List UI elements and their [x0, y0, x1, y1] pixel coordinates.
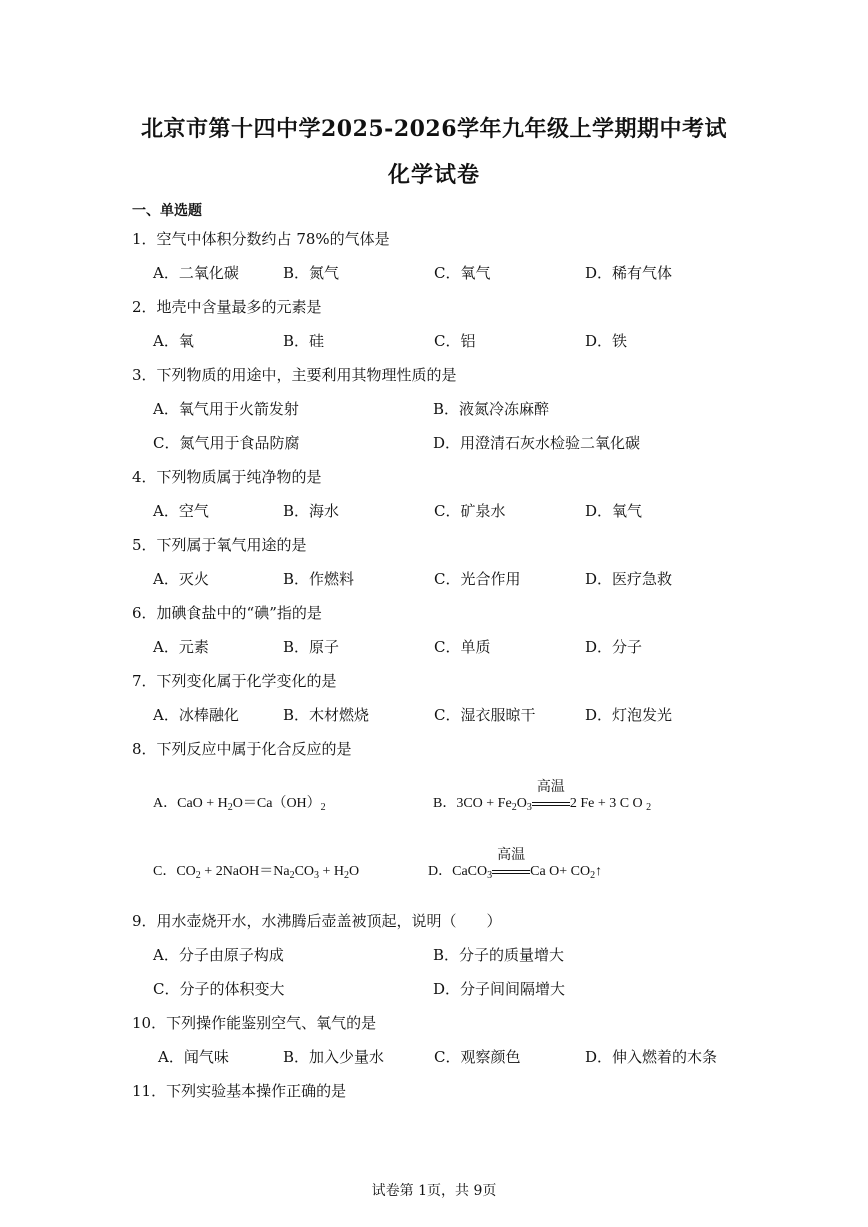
q8-option-b: B．$3CO + Fe_2O_3$ 高温 2 Fe + 3 C O $_2$ — [433, 780, 652, 813]
exam-subtitle: 化学试卷 — [387, 162, 480, 188]
q7-option-d: D．灯泡发光 — [585, 706, 673, 724]
q4-option-d: D．氧气 — [585, 502, 643, 520]
q6-option-a: A．元素 — [153, 638, 209, 656]
q1-option-c: C．氧气 — [434, 264, 491, 282]
q1-option-b: B．氮气 — [283, 264, 340, 282]
question-3-stem: 3．下列物质的用途中，主要利用其物理性质的是 — [132, 366, 457, 384]
q3-option-c: C．氮气用于食品防腐 — [153, 434, 300, 452]
question-4-stem: 4．下列物质属于纯净物的是 — [132, 468, 322, 486]
q7-option-b: B．木材燃烧 — [283, 706, 370, 724]
q3-option-d: D．用澄清石灰水检验二氧化碳 — [433, 434, 641, 452]
question-10-stem: 10．下列操作能鉴别空气、氧气的是 — [132, 1014, 377, 1032]
q9-option-c: C．分子的体积变大 — [153, 980, 285, 998]
q2-option-d: D．铁 — [585, 332, 628, 350]
q7-option-a: A．冰棒融化 — [153, 706, 239, 724]
question-6-stem: 6．加碘食盐中的“碘”指的是 — [132, 604, 322, 622]
q6-option-d: D．分子 — [585, 638, 643, 656]
question-1-stem: 1．空气中体积分数约占 78%的气体是 — [132, 230, 390, 248]
reaction-condition: 高温 — [532, 796, 570, 812]
q8-option-a: A．CaO + $H_2O=Ca(OH)_2$ — [153, 796, 326, 813]
q2-option-c: C．铝 — [434, 332, 476, 350]
question-9-stem: 9．用水壶烧开水，水沸腾后壶盖被顶起，说明（ ） — [132, 912, 502, 930]
q9-option-d: D．分子间间隔增大 — [433, 980, 566, 998]
reaction-condition: 高温 — [492, 864, 530, 880]
question-5-stem: 5．下列属于氧气用途的是 — [132, 536, 307, 554]
q4-option-b: B．海水 — [283, 502, 340, 520]
q10-option-b: B．加入少量水 — [283, 1048, 385, 1066]
q2-option-a: A．氧 — [153, 332, 194, 350]
q7-option-c: C．湿衣服晾干 — [434, 706, 536, 724]
section-heading: 一、单选题 — [132, 203, 202, 219]
q2-option-b: B．硅 — [283, 332, 325, 350]
exam-title: 北京市第十四中学2025-2026学年九年级上学期期中考试 — [140, 116, 728, 142]
question-11-stem: 11．下列实验基本操作正确的是 — [132, 1082, 347, 1100]
question-8-stem: 8．下列反应中属于化合反应的是 — [132, 740, 352, 758]
q5-option-c: C．光合作用 — [434, 570, 521, 588]
q10-option-c: C．观察颜色 — [434, 1048, 521, 1066]
q9-option-b: B．分子的质量增大 — [433, 946, 565, 964]
q8-option-c: C．$CO_2$ + $2NaOH=Na_2CO_3 + H_2O$ — [153, 864, 360, 881]
q8-option-d: D．CaCO$_3$ 高温 Ca $O+ CO_2↑$ — [428, 848, 603, 881]
q10-option-a: A．闻气味 — [158, 1048, 229, 1066]
q6-option-c: C．单质 — [434, 638, 491, 656]
q3-option-b: B．液氮冷冻麻醉 — [433, 400, 550, 418]
q1-option-d: D．稀有气体 — [585, 264, 673, 282]
q4-option-c: C．矿泉水 — [434, 502, 506, 520]
q4-option-a: A．空气 — [153, 502, 209, 520]
q3-option-a: A．氧气用于火箭发射 — [153, 400, 299, 418]
q5-option-b: B．作燃料 — [283, 570, 355, 588]
q5-option-d: D．医疗急救 — [585, 570, 673, 588]
question-7-stem: 7．下列变化属于化学变化的是 — [132, 672, 337, 690]
q5-option-a: A．灭火 — [153, 570, 209, 588]
q1-option-a: A．二氧化碳 — [153, 264, 239, 282]
q6-option-b: B．原子 — [283, 638, 340, 656]
q9-option-a: A．分子由原子构成 — [153, 946, 284, 964]
q10-option-d: D．伸入燃着的木条 — [585, 1048, 718, 1066]
page-footer: 试卷第 1页，共 9页 — [371, 1183, 497, 1199]
question-2-stem: 2．地壳中含量最多的元素是 — [132, 298, 322, 316]
